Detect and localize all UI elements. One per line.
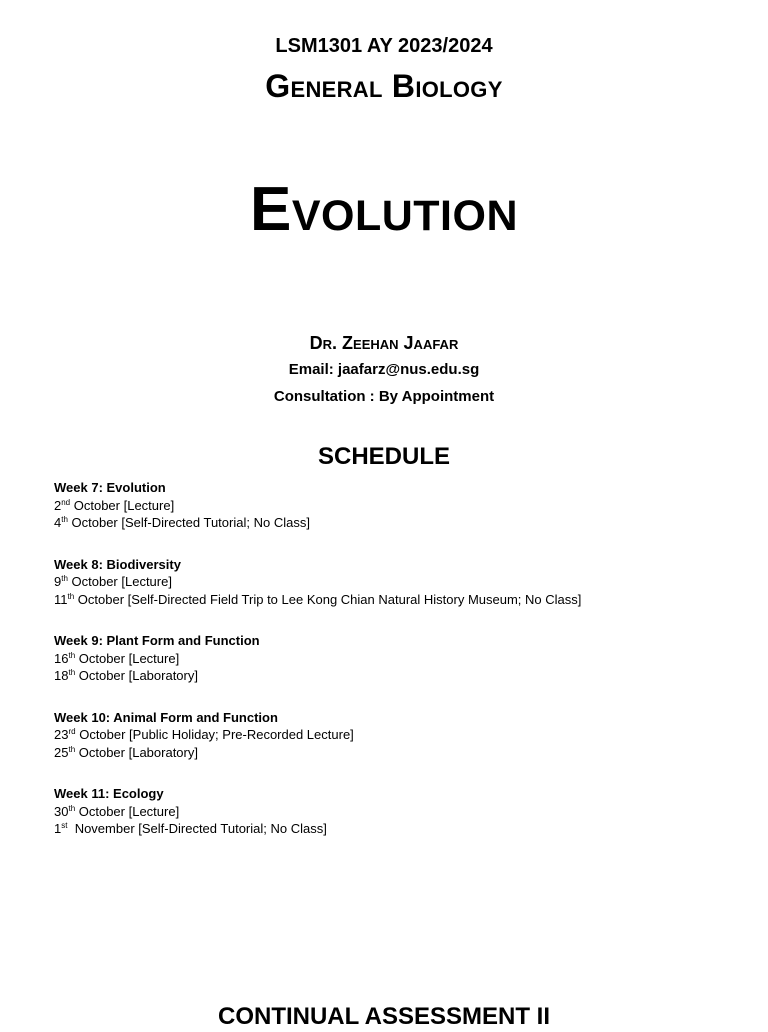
entry-day-suffix: th [68,803,76,813]
entry-day: 23 [54,727,69,742]
entry-day-suffix: th [68,668,76,677]
entry-text: October [Public Holiday; Pre-Recorded Lecture] [75,727,354,742]
schedule-week [54,632,734,685]
entry-day: 11 [54,591,68,607]
schedule-heading: SCHEDULE [317,443,450,470]
entry-text: October [Lecture] [70,497,175,513]
entry-text: October [Laboratory] [75,744,198,760]
entry-day: 1 [54,821,62,836]
entry-text: October [Lecture] [75,650,180,666]
schedule-entry [54,803,734,821]
schedule-entry [54,573,734,591]
schedule-week [54,556,734,609]
course-code: LSM1301 AY 2023/2024 [275,35,493,57]
entry-day-suffix: rd [68,727,76,736]
entry-day: 9 [54,574,62,589]
schedule-week [54,709,734,762]
week-title: Week 11: Ecology [54,786,164,801]
lecturer-email: Email: jaafarz@nus.edu.sg [288,361,480,378]
schedule-week [54,785,734,838]
schedule-list [54,479,734,862]
schedule-entry [54,514,734,532]
topic-title: Evolution [249,175,518,244]
entry-text: October [Self-Directed Tutorial; No Class] [67,515,310,530]
schedule-entry [54,744,734,762]
schedule-entry [54,820,734,838]
entry-day-suffix: th [61,515,68,524]
schedule-entry [54,591,734,609]
schedule-entry [54,726,734,744]
week-title: Week 9: Plant Form and Function [54,633,260,648]
week-title: Week 10: Animal Form and Function [54,709,278,725]
schedule-week [54,479,734,532]
entry-day: 2 [54,497,62,513]
entry-day: 30 [54,803,69,819]
lecturer-name: Dr. Zeehan Jaafar [309,333,459,353]
entry-day-suffix: th [68,744,76,754]
entry-day: 4 [54,515,62,530]
entry-text: October [Self-Directed Field Trip to Lee Kong Chian Natural History Museum; No Class] [74,591,582,607]
week-title: Week 8: Biodiversity [54,556,181,572]
course-title: General Biology [265,68,503,104]
schedule-entry [54,497,734,515]
schedule-entry [54,650,734,668]
entry-text: October [Laboratory] [75,668,198,683]
week-title: Week 7: Evolution [54,480,166,495]
schedule-entry [54,667,734,685]
continual-assessment-heading: CONTINUAL ASSESSMENT II [217,1003,551,1030]
entry-day-suffix: nd [61,497,71,507]
consultation-info: Consultation : By Appointment [273,388,495,405]
entry-day: 16 [54,650,69,666]
entry-day-suffix: th [67,591,75,601]
entry-day: 18 [54,668,69,683]
entry-day-suffix: th [61,574,68,583]
entry-text: October [Lecture] [75,803,180,819]
entry-text: November [Self-Directed Tutorial; No Class] [67,821,327,836]
entry-day-suffix: st [61,821,68,830]
entry-day: 25 [54,744,69,760]
entry-day-suffix: th [68,650,76,660]
entry-text: October [Lecture] [67,574,172,589]
